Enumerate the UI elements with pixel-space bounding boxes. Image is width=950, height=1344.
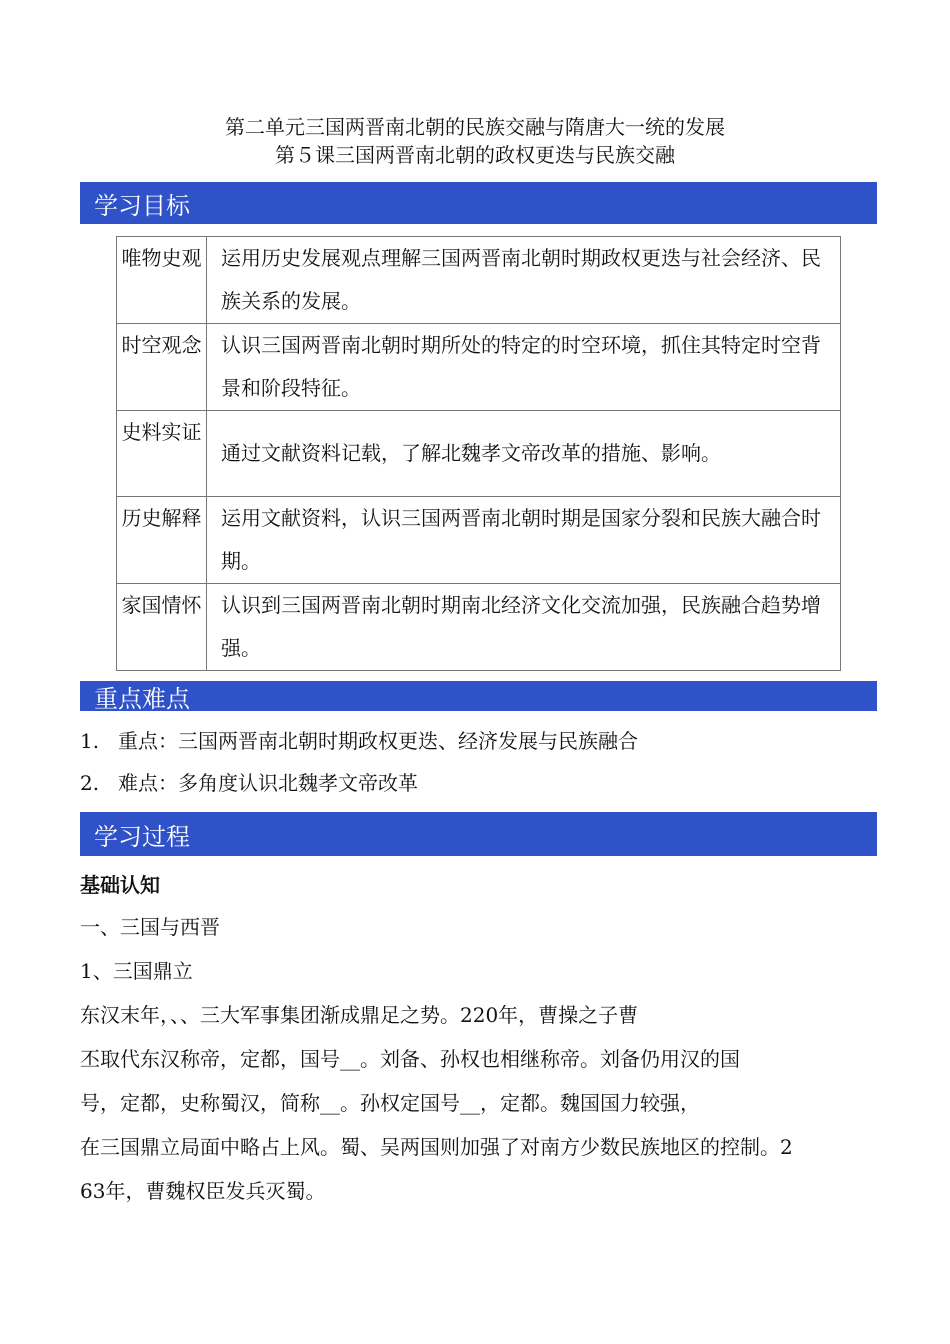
key-point-number: 1. (80, 729, 100, 753)
key-point-item (80, 769, 880, 797)
table-row (117, 324, 841, 411)
section-header-process: 学习过程 (80, 812, 877, 856)
goal-value: 通过文献资料记载，了解北魏孝文帝改革的措施、影响。 (207, 411, 841, 497)
process-section-heading: 一、三国与西晋 (80, 915, 220, 939)
table-row (117, 497, 841, 584)
unit-title: 第二单元三国两晋南北朝的民族交融与隋唐大一统的发展 (225, 115, 725, 139)
goal-value: 运用历史发展观点理解三国两晋南北朝时期政权更迭与社会经济、民族关系的发展。 (207, 237, 841, 324)
paragraph-line: 丕取代东汉称帝，定都，国号__。刘备、孙权也相继称帝。刘备仍用汉的国 (80, 1047, 740, 1071)
goal-key: 时空观念 (117, 324, 207, 411)
goal-value: 认识到三国两晋南北朝时期南北经济文化交流加强，民族融合趋势增强。 (207, 584, 841, 671)
table-row (117, 411, 841, 497)
goal-key: 家国情怀 (117, 584, 207, 671)
key-point-number: 2. (80, 771, 100, 795)
goal-key: 历史解释 (117, 497, 207, 584)
section-header-goals: 学习目标 (80, 182, 877, 224)
lesson-title: 第５课三国两晋南北朝的政权更迭与民族交融 (275, 143, 675, 167)
goal-value: 运用文献资料，认识三国两晋南北朝时期是国家分裂和民族大融合时期。 (207, 497, 841, 584)
table-row (117, 584, 841, 671)
section-header-key-points: 重点难点 (80, 681, 877, 711)
paragraph-line: 号，定都，史称蜀汉，简称__。孙权定国号__，定都。魏国国力较强， (80, 1091, 700, 1115)
paragraph-line: 在三国鼎立局面中略占上风。蜀、吴两国则加强了对南方少数民族地区的控制。2 (80, 1135, 793, 1159)
process-item-heading: 1、三国鼎立 (80, 959, 193, 983)
key-point-text: 重点：三国两晋南北朝时期政权更迭、经济发展与民族融合 (118, 729, 638, 753)
goal-value: 认识三国两晋南北朝时期所处的特定的时空环境，抓住其特定时空背景和阶段特征。 (207, 324, 841, 411)
process-subheading: 基础认知 (80, 873, 160, 897)
goal-key: 唯物史观 (117, 237, 207, 324)
key-point-text: 难点：多角度认识北魏孝文帝改革 (118, 771, 418, 795)
paragraph-line: 63年，曹魏权臣发兵灭蜀。 (80, 1179, 326, 1203)
key-point-item (80, 727, 880, 755)
paragraph-line: 东汉末年，、、三大军事集团渐成鼎足之势。220年，曹操之子曹 (80, 1003, 639, 1027)
goals-table (116, 236, 841, 671)
goal-key: 史料实证 (117, 411, 207, 497)
table-row (117, 237, 841, 324)
